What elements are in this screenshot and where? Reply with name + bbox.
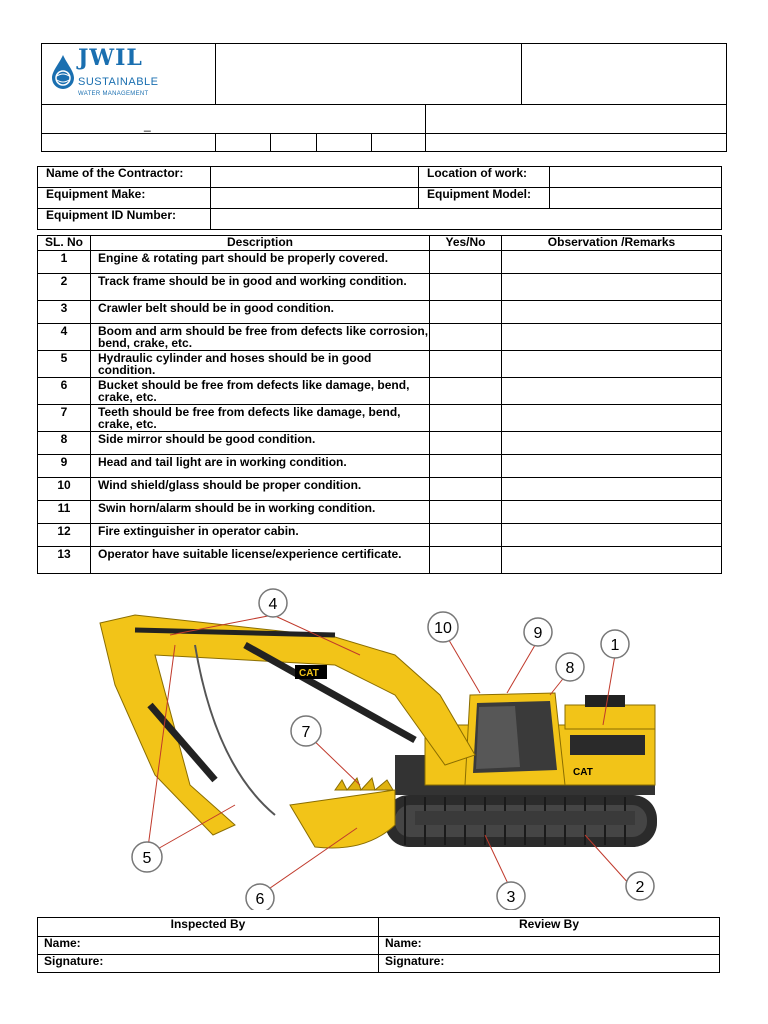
remarks-field[interactable] xyxy=(502,351,722,378)
callout-8: 8 xyxy=(565,660,575,677)
contractor-field[interactable] xyxy=(211,167,419,188)
excavator-diagram xyxy=(95,585,670,910)
callout-5: 5 xyxy=(142,850,152,867)
remarks-field[interactable] xyxy=(502,274,722,301)
row-number: 8 xyxy=(38,432,91,455)
inspected-by-heading: Inspected By xyxy=(38,918,379,937)
contractor-label: Name of the Contractor: xyxy=(38,167,211,188)
row-number: 13 xyxy=(38,547,91,574)
row-description: Swin horn/alarm should be in working condition. xyxy=(91,501,430,524)
yes-no-field[interactable] xyxy=(430,524,502,547)
callout-10: 10 xyxy=(434,620,452,637)
boom-cat-badge: CAT xyxy=(299,668,319,679)
row-description: Hydraulic cylinder and hoses should be in good condition. xyxy=(91,351,430,378)
row-number: 4 xyxy=(38,324,91,351)
row-description: Crawler belt should be in good condition. xyxy=(91,301,430,324)
id-field[interactable] xyxy=(211,209,722,230)
yes-no-field[interactable] xyxy=(430,455,502,478)
yes-no-field[interactable] xyxy=(430,501,502,524)
header-meta-cell xyxy=(426,134,727,152)
header-meta-cell xyxy=(42,134,216,152)
make-label: Equipment Make: xyxy=(38,188,211,209)
inspector-name-field[interactable]: Name: xyxy=(38,937,379,955)
row-description: Teeth should be free from defects like damage, bend, crake, etc. xyxy=(91,405,430,432)
table-row xyxy=(38,301,722,324)
header-meta-cell xyxy=(372,134,426,152)
yes-no-field[interactable] xyxy=(430,351,502,378)
header-right-cell xyxy=(522,44,727,105)
row-description: Wind shield/glass should be proper condition. xyxy=(91,478,430,501)
table-row xyxy=(38,274,722,301)
row-description: Boom and arm should be free from defects like corrosion, bend, crake, etc. xyxy=(91,324,430,351)
yes-no-field[interactable] xyxy=(430,432,502,455)
row-number: 3 xyxy=(38,301,91,324)
col-description: Description xyxy=(91,236,430,251)
logo-cell xyxy=(42,44,216,105)
yes-no-field[interactable] xyxy=(430,478,502,501)
row-description: Fire extinguisher in operator cabin. xyxy=(91,524,430,547)
table-row xyxy=(38,378,722,405)
signoff-table xyxy=(37,917,720,973)
remarks-field[interactable] xyxy=(502,478,722,501)
yes-no-field[interactable] xyxy=(430,547,502,574)
inspection-checklist xyxy=(37,235,722,574)
table-row xyxy=(38,547,722,574)
remarks-field[interactable] xyxy=(502,405,722,432)
row-number: 10 xyxy=(38,478,91,501)
row-number: 7 xyxy=(38,405,91,432)
yes-no-field[interactable] xyxy=(430,405,502,432)
row-description: Engine & rotating part should be properly covered. xyxy=(91,251,430,274)
table-row xyxy=(38,432,722,455)
remarks-field[interactable] xyxy=(502,378,722,405)
row-number: 11 xyxy=(38,501,91,524)
header-meta-cell xyxy=(317,134,372,152)
row-number: 1 xyxy=(38,251,91,274)
reviewer-signature-field[interactable]: Signature: xyxy=(379,955,720,973)
remarks-field[interactable] xyxy=(502,455,722,478)
table-row xyxy=(38,478,722,501)
yes-no-field[interactable] xyxy=(430,301,502,324)
col-sl: SL. No xyxy=(38,236,91,251)
callout-4: 4 xyxy=(268,596,278,613)
yes-no-field[interactable] xyxy=(430,324,502,351)
crawler-track xyxy=(385,795,657,847)
remarks-field[interactable] xyxy=(502,251,722,274)
remarks-field[interactable] xyxy=(502,301,722,324)
id-label: Equipment ID Number: xyxy=(38,209,211,230)
location-field[interactable] xyxy=(550,167,722,188)
row-number: 6 xyxy=(38,378,91,405)
jwil-logo xyxy=(42,44,215,104)
row-number: 9 xyxy=(38,455,91,478)
review-by-heading: Review By xyxy=(379,918,720,937)
operator-cab xyxy=(465,693,565,785)
yes-no-field[interactable] xyxy=(430,251,502,274)
table-row xyxy=(38,324,722,351)
table-row xyxy=(38,455,722,478)
table-row xyxy=(38,251,722,274)
table-row xyxy=(38,405,722,432)
callout-7: 7 xyxy=(301,724,311,741)
location-label: Location of work: xyxy=(419,167,550,188)
remarks-field[interactable] xyxy=(502,547,722,574)
callout-3: 3 xyxy=(506,889,516,906)
table-row xyxy=(38,524,722,547)
yes-no-field[interactable] xyxy=(430,378,502,405)
equipment-info-table xyxy=(37,166,722,230)
reviewer-name-field[interactable]: Name: xyxy=(379,937,720,955)
remarks-field[interactable] xyxy=(502,324,722,351)
row-description: Bucket should be free from defects like damage, bend, crake, etc. xyxy=(91,378,430,405)
col-remarks: Observation /Remarks xyxy=(502,236,722,251)
row-description: Track frame should be in good and working condition. xyxy=(91,274,430,301)
callout-2: 2 xyxy=(635,879,645,896)
col-yes-no: Yes/No xyxy=(430,236,502,251)
row-description: Side mirror should be good condition. xyxy=(91,432,430,455)
body-cat-badge: CAT xyxy=(573,767,593,778)
row-number: 5 xyxy=(38,351,91,378)
header-dash: _ xyxy=(144,118,151,132)
inspector-signature-field[interactable]: Signature: xyxy=(38,955,379,973)
table-row xyxy=(38,501,722,524)
brand-tagline: SUSTAINABLE xyxy=(78,76,159,88)
header-meta-cell xyxy=(216,134,271,152)
model-field[interactable] xyxy=(550,188,722,209)
remarks-field[interactable] xyxy=(502,432,722,455)
remarks-field[interactable] xyxy=(502,501,722,524)
document-header xyxy=(41,43,727,152)
callout-6: 6 xyxy=(255,891,265,908)
model-label: Equipment Model: xyxy=(419,188,550,209)
header-ref-right-cell xyxy=(426,105,727,134)
water-drop-icon xyxy=(50,54,76,90)
yes-no-field[interactable] xyxy=(430,274,502,301)
callout-1: 1 xyxy=(610,637,620,654)
callout-9: 9 xyxy=(533,625,543,642)
row-description: Operator have suitable license/experience certificate. xyxy=(91,547,430,574)
row-number: 12 xyxy=(38,524,91,547)
make-field[interactable] xyxy=(211,188,419,209)
header-ref-cell xyxy=(42,105,426,134)
row-number: 2 xyxy=(38,274,91,301)
header-title-cell xyxy=(216,44,522,105)
row-description: Head and tail light are in working condition. xyxy=(91,455,430,478)
brand-subtagline: WATER MANAGEMENT xyxy=(78,91,149,97)
table-row xyxy=(38,351,722,378)
brand-name: JWIL xyxy=(78,45,143,71)
header-meta-cell xyxy=(271,134,317,152)
remarks-field[interactable] xyxy=(502,524,722,547)
